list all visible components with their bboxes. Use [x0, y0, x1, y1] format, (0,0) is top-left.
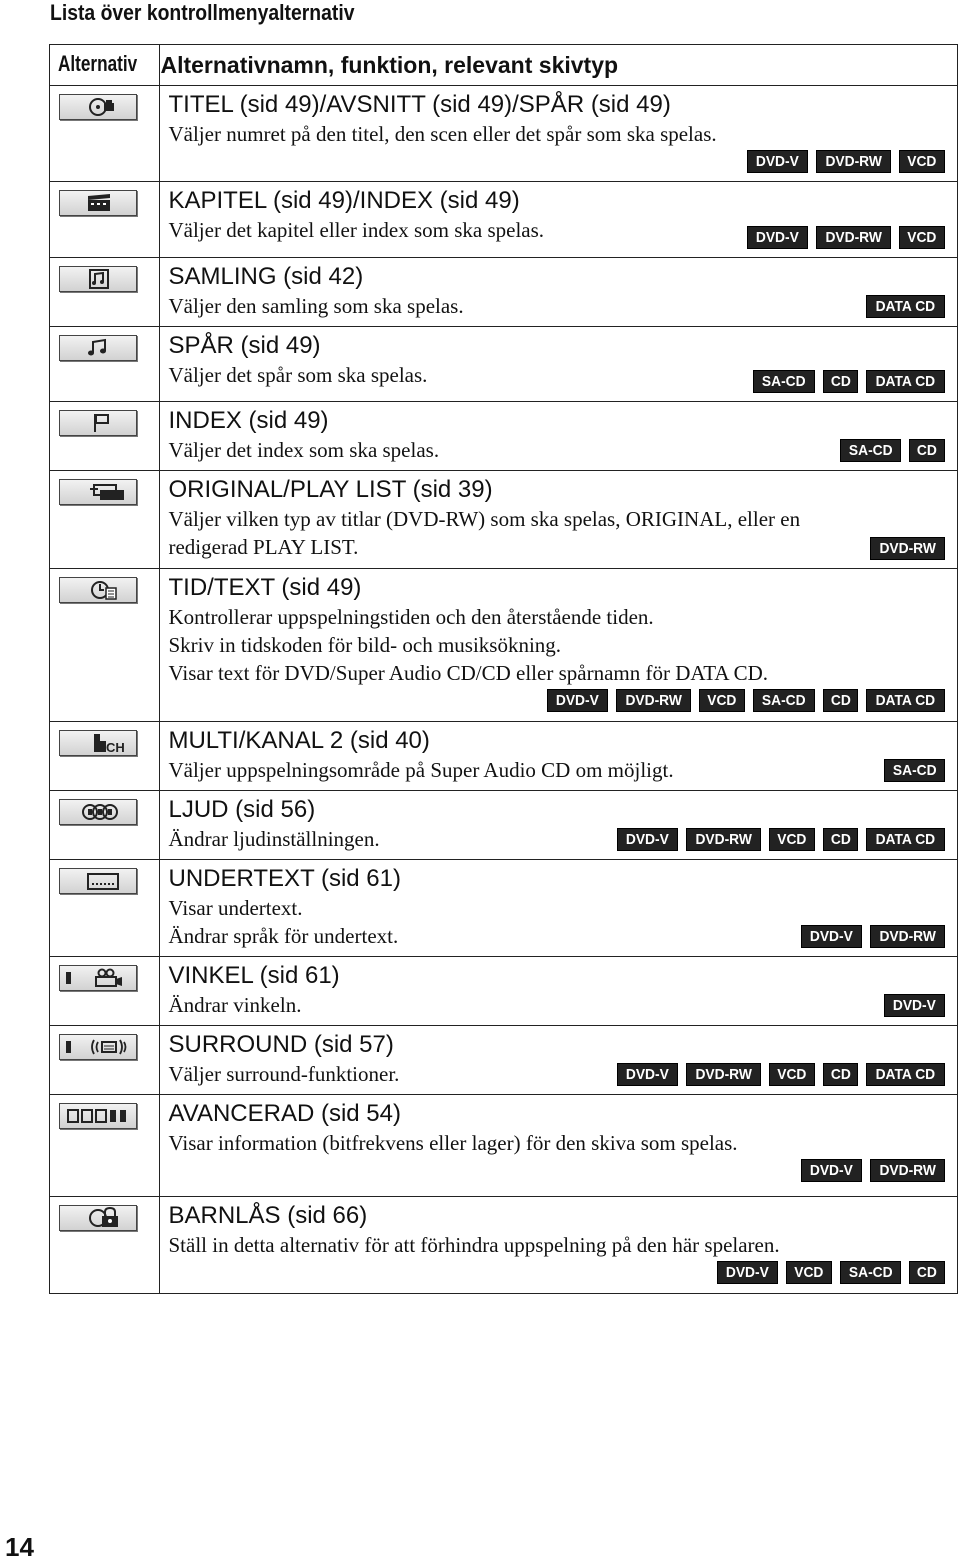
disc-badge-sa-cd: SA-CD: [753, 689, 815, 712]
icon-cell: [50, 722, 160, 791]
disc-badge-dvd-v: DVD-V: [747, 150, 808, 173]
disc-type-badges: [745, 370, 945, 393]
item-description: Ändrar ljudinställningen.: [168, 827, 380, 851]
disc-type-badges: [793, 925, 945, 948]
table-row: [50, 402, 958, 471]
item-description: Väljer numret på den titel, den scen eller det spår som ska spelas.: [168, 122, 717, 146]
item-description: Väljer surround-funktioner.: [168, 1062, 400, 1086]
table-row: [50, 569, 958, 722]
disc-badge-sa-cd: SA-CD: [884, 759, 946, 782]
item-title: BARNLÅS (sid 66): [168, 1202, 368, 1229]
disc-type-badges: [862, 537, 945, 560]
description-cell: [160, 957, 958, 1026]
description-cell: [160, 569, 958, 722]
subtitle-icon: [59, 868, 137, 894]
disc-badge-dvd-v: DVD-V: [801, 1159, 862, 1182]
header-icon-column: Alternativ: [50, 45, 160, 86]
disc-badge-data-cd: DATA CD: [866, 689, 945, 712]
description-cell: [160, 860, 958, 957]
item-title: INDEX (sid 49): [168, 407, 329, 434]
description-cell: [160, 402, 958, 471]
disc-badge-dvd-rw: DVD-RW: [686, 828, 761, 851]
disc-badge-dvd-v: DVD-V: [617, 1063, 678, 1086]
item-description: Väljer den samling som ska spelas.: [168, 294, 464, 318]
icon-cell: [50, 86, 160, 182]
disc-badge-cd: CD: [909, 439, 945, 462]
disc-badge-dvd-rw: DVD-RW: [870, 925, 945, 948]
surround-icon: [59, 1034, 137, 1060]
icon-cell: [50, 1095, 160, 1197]
disc-type-badges: [168, 1261, 945, 1284]
description-cell: [160, 258, 958, 327]
time-text-icon: [59, 577, 137, 603]
icon-cell: [50, 860, 160, 957]
disc-type-badges: [168, 689, 945, 712]
table-row: [50, 860, 958, 957]
item-title: MULTI/KANAL 2 (sid 40): [168, 727, 430, 754]
disc-type-badges: [609, 1063, 945, 1086]
clapboard-icon: [59, 190, 137, 216]
item-description: Kontrollerar uppspelningstiden och den återstående tiden.: [168, 605, 654, 629]
table-header-row: [50, 45, 958, 86]
icon-cell: [50, 791, 160, 860]
disc-badge-cd: CD: [823, 1063, 859, 1086]
disc-badge-data-cd: DATA CD: [866, 828, 945, 851]
disc-badge-vcd: VCD: [699, 689, 745, 712]
disc-type-badges: [739, 226, 945, 249]
disc-badge-cd: CD: [909, 1261, 945, 1284]
item-description: redigerad PLAY LIST.: [168, 535, 359, 559]
angle-camera-icon: [59, 965, 137, 991]
svg-text:CH: CH: [106, 740, 125, 755]
disc-type-badges: [858, 295, 945, 318]
item-description: Visar information (bitfrekvens eller lager) för den skiva som spelas.: [168, 1131, 738, 1155]
description-cell: [160, 1026, 958, 1095]
disc-badge-cd: CD: [823, 689, 859, 712]
disc-badge-sa-cd: SA-CD: [840, 1261, 902, 1284]
disc-type-badges: [168, 150, 945, 173]
item-description: Väljer vilken typ av titlar (DVD-RW) som ska spelas, ORIGINAL, eller en: [168, 507, 801, 531]
disc-badge-dvd-v: DVD-V: [717, 1261, 778, 1284]
music-note-icon: [59, 335, 137, 361]
page-title: Lista över kontrollmenyalternativ: [50, 0, 355, 25]
disc-badge-data-cd: DATA CD: [866, 295, 945, 318]
item-title: SAMLING (sid 42): [168, 263, 364, 290]
disc-badge-cd: CD: [823, 828, 859, 851]
disc-badge-vcd: VCD: [769, 828, 815, 851]
index-flag-icon: [59, 410, 137, 436]
item-title: UNDERTEXT (sid 61): [168, 865, 401, 892]
item-description: Ändrar vinkeln.: [168, 993, 302, 1017]
icon-cell: [50, 182, 160, 258]
music-album-icon: [59, 266, 137, 292]
item-title: SURROUND (sid 57): [168, 1031, 394, 1058]
disc-badge-dvd-v: DVD-V: [884, 994, 945, 1017]
item-title: VINKEL (sid 61): [168, 962, 340, 989]
item-description: Ändrar språk för undertext.: [168, 924, 399, 948]
disc-badge-data-cd: DATA CD: [866, 1063, 945, 1086]
disc-badge-sa-cd: SA-CD: [753, 370, 815, 393]
description-cell: [160, 86, 958, 182]
disc-type-badges: [876, 759, 946, 782]
icon-cell: [50, 471, 160, 569]
audio-icon: [59, 799, 137, 825]
item-title: TITEL (sid 49)/AVSNITT (sid 49)/SPÅR (sid 49): [168, 91, 671, 118]
disc-type-badges: [168, 1159, 945, 1182]
table-row: [50, 182, 958, 258]
disc-badge-vcd: VCD: [786, 1261, 832, 1284]
description-cell: [160, 722, 958, 791]
item-title: TID/TEXT (sid 49): [168, 574, 362, 601]
item-description: Skriv in tidskoden för bild- och musiksökning.: [168, 633, 562, 657]
disc-badge-cd: CD: [823, 370, 859, 393]
playlist-icon: [59, 479, 137, 505]
item-description: Visar undertext.: [168, 896, 303, 920]
icon-cell: [50, 402, 160, 471]
disc-badge-vcd: VCD: [899, 150, 945, 173]
table-row: [50, 791, 958, 860]
advanced-bitrate-icon: [59, 1103, 137, 1129]
table-row: [50, 471, 958, 569]
header-text-column: Alternativnamn, funktion, relevant skivtyp: [160, 45, 958, 86]
item-description: Visar text för DVD/Super Audio CD/CD eller spårnamn för DATA CD.: [168, 661, 769, 685]
description-cell: [160, 1197, 958, 1294]
table-row: [50, 1026, 958, 1095]
disc-title-icon: [59, 94, 137, 120]
description-cell: [160, 471, 958, 569]
icon-cell: [50, 569, 160, 722]
parental-lock-icon: [59, 1205, 137, 1231]
table-row: [50, 86, 958, 182]
disc-badge-dvd-rw: DVD-RW: [870, 1159, 945, 1182]
disc-badge-dvd-rw: DVD-RW: [870, 537, 945, 560]
icon-cell: [50, 1026, 160, 1095]
table-row: [50, 258, 958, 327]
icon-cell: [50, 957, 160, 1026]
table-row: [50, 1197, 958, 1294]
item-title: SPÅR (sid 49): [168, 332, 321, 359]
disc-type-badges: [832, 439, 945, 462]
disc-badge-dvd-rw: DVD-RW: [816, 150, 891, 173]
item-description: Väljer det index som ska spelas.: [168, 438, 440, 462]
disc-type-badges: [876, 994, 945, 1017]
page-number: 14: [5, 1532, 34, 1562]
description-cell: [160, 182, 958, 258]
description-cell: [160, 1095, 958, 1197]
icon-cell: [50, 327, 160, 402]
disc-badge-sa-cd: SA-CD: [840, 439, 902, 462]
disc-badge-dvd-rw: DVD-RW: [816, 226, 891, 249]
table-row: [50, 1095, 958, 1197]
disc-badge-data-cd: DATA CD: [866, 370, 945, 393]
table-row: [50, 327, 958, 402]
table-row: [50, 722, 958, 791]
item-description: Väljer det kapitel eller index som ska spelas.: [168, 218, 545, 242]
control-menu-table: [49, 44, 958, 1294]
icon-cell: [50, 258, 160, 327]
item-title: AVANCERAD (sid 54): [168, 1100, 401, 1127]
description-cell: [160, 327, 958, 402]
disc-badge-dvd-v: DVD-V: [617, 828, 678, 851]
item-description: Väljer uppspelningsområde på Super Audio CD om möjligt.: [168, 758, 674, 782]
disc-badge-dvd-rw: DVD-RW: [686, 1063, 761, 1086]
disc-badge-dvd-rw: DVD-RW: [616, 689, 691, 712]
table-row: [50, 957, 958, 1026]
item-description: Väljer det spår som ska spelas.: [168, 363, 428, 387]
disc-badge-dvd-v: DVD-V: [547, 689, 608, 712]
item-title: KAPITEL (sid 49)/INDEX (sid 49): [168, 187, 520, 214]
multi-channel-icon: [59, 730, 137, 756]
icon-cell: [50, 1197, 160, 1294]
disc-type-badges: [609, 828, 945, 851]
item-description: Ställ in detta alternativ för att förhindra uppspelning på den här spelaren.: [168, 1233, 780, 1257]
disc-badge-vcd: VCD: [899, 226, 945, 249]
disc-badge-dvd-v: DVD-V: [747, 226, 808, 249]
disc-badge-vcd: VCD: [769, 1063, 815, 1086]
item-title: ORIGINAL/PLAY LIST (sid 39): [168, 476, 493, 503]
item-title: LJUD (sid 56): [168, 796, 316, 823]
disc-badge-dvd-v: DVD-V: [801, 925, 862, 948]
description-cell: [160, 791, 958, 860]
